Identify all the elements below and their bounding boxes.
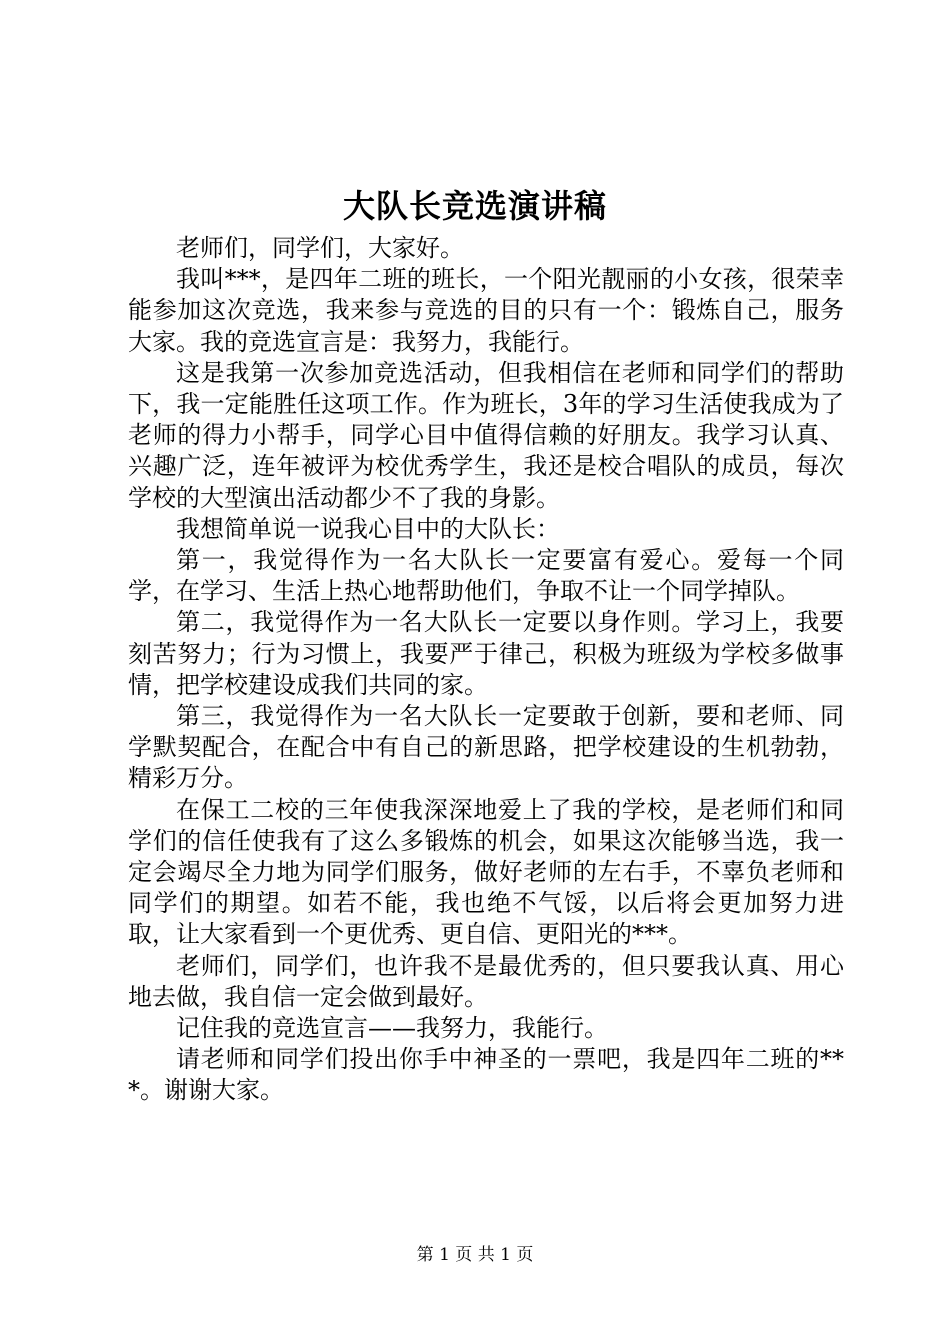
paragraph-closing: 请老师和同学们投出你手中神圣的一票吧，我是四年二班的***。谢谢大家。 (128, 1045, 844, 1105)
document-body (128, 233, 844, 1107)
paragraph-intro-views: 我想简单说一说我心目中的大队长： (176, 514, 560, 543)
paragraph-self-introduction: 我叫***，是四年二班的班长，一个阳光靓丽的小女孩，很荣幸能参加这次竞选，我来参与竞选的目的只有一个：锻炼自己，服务大家。我的竞选宣言是：我努力，我能行。 (128, 265, 844, 356)
paragraph-experience: 这是我第一次参加竞选活动，但我相信在老师和同学们的帮助下，我一定能胜任这项工作。作为班长，3年的学习生活使我成为了老师的得力小帮手，同学心目中值得信赖的好朋友。我学习认真、兴趣广泛，连年被评为校优秀学生，我还是校合唱队的成员，每次学校的大型演出活动都少不了我的身影。 (128, 358, 844, 512)
paragraph-confidence: 老师们，同学们，也许我不是最优秀的，但只要我认真、用心地去做，我自信一定会做到最好。 (128, 951, 844, 1011)
paragraph-point-one: 第一，我觉得作为一名大队长一定要富有爱心。爱每一个同学，在学习、生活上热心地帮助他们，争取不让一个同学掉队。 (128, 546, 844, 606)
paragraph-slogan: 记住我的竞选宣言——我努力，我能行。 (176, 1014, 608, 1043)
document-title: 大队长竞选演讲稿 (342, 187, 607, 225)
paragraph-commitment: 在保工二校的三年使我深深地爱上了我的学校，是老师们和同学们的信任使我有了这么多锻炼的机会，如果这次能够当选，我一定会竭尽全力地为同学们服务，做好老师的左右手，不辜负老师和同学们的期望。如若不能，我也绝不气馁，以后将会更加努力进取，让大家看到一个更优秀、更自信、更阳光的***。 (128, 795, 844, 949)
paragraph-greeting: 老师们，同学们，大家好。 (176, 234, 464, 262)
paragraph-point-two: 第二，我觉得作为一名大队长一定要以身作则。学习上，我要刻苦努力；行为习惯上，我要严于律己，积极为班级为学校多做事情，把学校建设成我们共同的家。 (128, 608, 844, 699)
page-number-footer: 第 1 页 共 1 页 (416, 1245, 534, 1265)
paragraph-point-three: 第三，我觉得作为一名大队长一定要敢于创新，要和老师、同学默契配合，在配合中有自己的新思路，把学校建设的生机勃勃，精彩万分。 (128, 702, 844, 793)
